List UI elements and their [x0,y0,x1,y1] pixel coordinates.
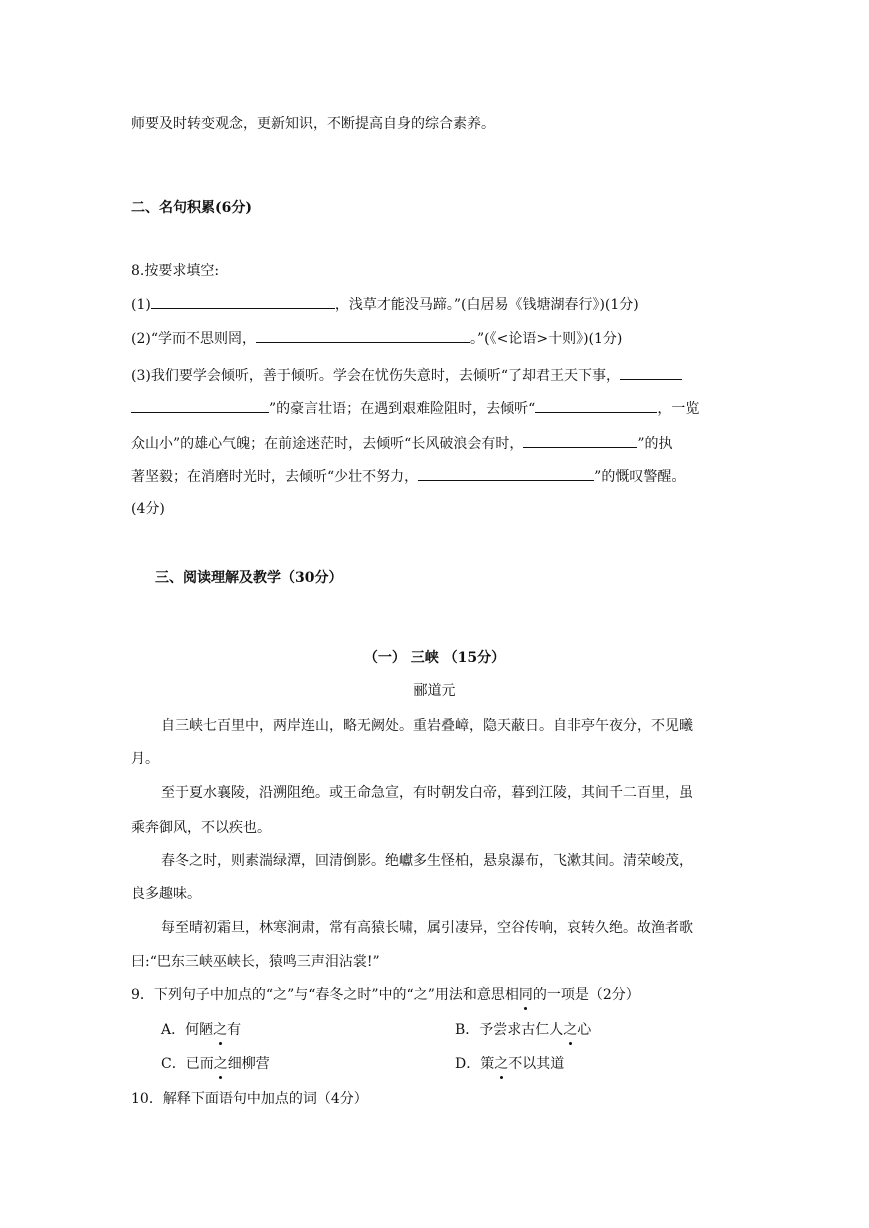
q9-option-a-pre: A．何陋 [161,1022,214,1038]
fill-blank-3b[interactable] [131,398,269,413]
passage-p4-line2: 曰:“巴东三峡巫峡长，猿鸣三声泪沾裳!” [131,954,380,970]
q9-option-a[interactable] [161,1020,241,1040]
q9-option-c[interactable] [161,1054,270,1074]
q8-item3-text2b: ，一览 [657,401,700,417]
q8-item3-text1: (3)我们要学会倾听，善于倾听。学会在忧伤失意时，去倾听“了却君王天下事， [131,368,620,384]
q8-item3-line4 [131,466,685,487]
intro-line: 师要及时转变观念，更新知识，不断提高自身的综合素养。 [131,116,495,132]
q8-item3-text4a: 著坚毅；在消磨时光时，去倾听“少壮不努力， [131,469,419,485]
q9-dotted-char: 同 [518,987,533,1003]
q8-item3-line2 [131,398,699,419]
passage-p1-line2: 月。 [131,751,159,767]
q8-item3-text2: ”的豪言壮语；在遇到艰难险阻时，去倾听“ [269,401,536,417]
q9-option-d-pre: D．策 [455,1056,495,1072]
q9-option-c-dot: 之 [213,1056,228,1072]
q8-item2-suffix: 。”(《<论语>十则》)(1分) [470,331,623,347]
section-2-title: 二、名句积累(6分) [131,200,252,216]
passage-p4-line1: 每至晴初霜旦，林寒涧肃，常有高猿长啸，属引凄异，空谷传响，哀转久绝。故渔者歌 [161,920,693,936]
q8-item3-text3b: ”的执 [637,436,673,452]
q8-item-2 [131,328,622,349]
q9-option-d-post: 不以其道 [508,1056,565,1072]
fill-blank-3a[interactable] [620,365,682,380]
fill-blank-4[interactable] [535,398,657,413]
passage-p1-line1: 自三峡七百里中，两岸连山，略无阙处。重岩叠嶂，隐天蔽日。自非亭午夜分，不见曦 [161,718,693,734]
q9-stem-pre: 9．下列句子中加点的“之”与“春冬之时”中的“之”用法和意思相 [131,987,519,1003]
q9-option-b-dot: 之 [563,1022,578,1038]
q9-option-d-dot: 之 [494,1056,509,1072]
q8-item-1 [131,294,639,315]
passage-title: （一） 三峡 （15分） [363,650,506,666]
q8-item1-suffix: ，浅草才能没马蹄。”(白居易《钱塘湖春行》)(1分) [334,297,639,313]
fill-blank-1[interactable] [151,294,335,309]
q8-item1-prefix: (1) [131,297,151,313]
q9-option-b-pre: B．予尝求古仁人 [455,1022,564,1038]
q8-head: 8.按要求填空: [131,263,220,279]
passage-p2-line1: 至于夏水襄陵，沿溯阻绝。或王命急宣，有时朝发白帝，暮到江陵，其间千二百里，虽 [161,785,693,801]
q9-option-d[interactable] [455,1054,564,1074]
q9-stem [131,985,640,1005]
q9-option-c-post: 细柳营 [227,1056,270,1072]
q8-item2-prefix: (2)“学而不思则罔， [131,331,256,347]
q10-stem: 10．解释下面语句中加点的词（4分） [131,1091,368,1107]
q8-item3-line1 [131,365,682,386]
q8-item3-text3a: 众山小”的雄心气魄；在前途迷茫时，去倾听“长风破浪会有时， [131,436,524,452]
q8-item3-text4b: ”的慨叹警醒。 [594,469,686,485]
q9-option-c-pre: C．已而 [161,1056,214,1072]
q9-option-a-dot: 之 [213,1022,228,1038]
section-3-title: 三、阅读理解及教学（30分） [155,570,343,586]
q8-item3-line5: (4分) [131,501,165,517]
passage-p3-line1: 春冬之时，则素湍绿潭，回清倒影。绝巘多生怪柏，悬泉瀑布，飞漱其间。清荣峻茂， [161,853,693,869]
fill-blank-5[interactable] [523,433,637,448]
q9-option-b-post: 心 [577,1022,592,1038]
q9-option-b[interactable] [455,1020,591,1040]
passage-p2-line2: 乘奔御风，不以疾也。 [131,820,271,836]
q9-option-a-post: 有 [227,1022,242,1038]
fill-blank-6[interactable] [418,466,594,481]
passage-p3-line2: 良多趣味。 [131,886,201,902]
passage-author: 郦道元 [413,683,456,699]
q8-item3-line3 [131,433,673,454]
fill-blank-2[interactable] [256,328,470,343]
q9-stem-post: 的一项是（2分） [532,987,640,1003]
